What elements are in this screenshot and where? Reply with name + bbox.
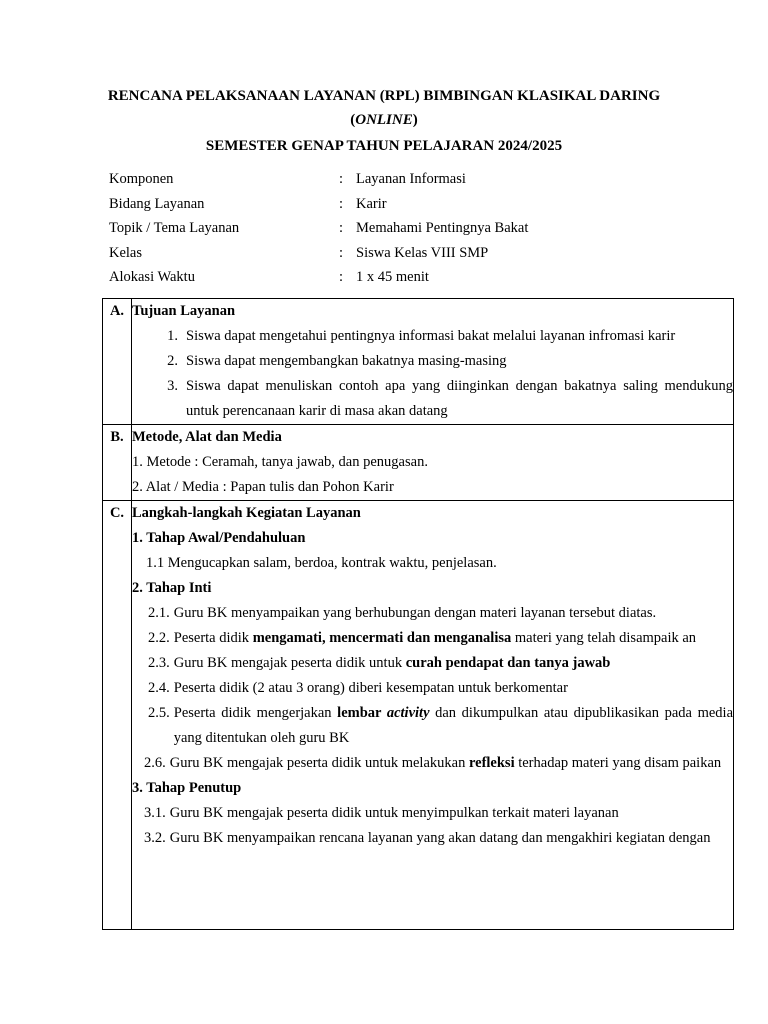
info-colon: : bbox=[339, 269, 344, 285]
tahap-awal-item: 1.1 Mengucapkan salam, berdoa, kontrak waktu, penjelasan. bbox=[146, 555, 497, 571]
section-heading: Tujuan Layanan bbox=[132, 303, 236, 319]
section-letter: A. bbox=[103, 299, 132, 425]
list-item bbox=[132, 324, 733, 349]
step-text bbox=[174, 701, 733, 751]
step-text: Guru BK mengajak peserta didik untuk menyimpulkan terkait materi layanan bbox=[169, 805, 619, 821]
step-number: 2.3. bbox=[148, 655, 170, 671]
info-value: Karir bbox=[356, 195, 387, 212]
step-number: 2.6. bbox=[144, 755, 166, 771]
info-row-kelas bbox=[109, 241, 729, 266]
info-row-topik bbox=[109, 216, 729, 241]
step-text: Guru BK menyampaikan rencana layanan yang akan datang dan mengakhiri kegiatan dengan bbox=[169, 830, 711, 846]
step-text bbox=[174, 651, 733, 676]
step-text-bold: lembar bbox=[337, 705, 387, 721]
info-value: Siswa Kelas VIII SMP bbox=[356, 244, 489, 261]
section-b-content bbox=[132, 425, 734, 501]
info-row-bidang bbox=[109, 192, 729, 217]
step-text bbox=[174, 626, 733, 651]
step-text-bold: refleksi bbox=[468, 755, 515, 771]
step-text-post: terhadap materi yang disam paikan bbox=[514, 755, 722, 771]
section-letter: B. bbox=[103, 425, 132, 501]
list-text: Siswa dapat menuliskan contoh apa yang diinginkan dengan bakatnya saling mendukung untuk perencanaan karir di masa akan datang bbox=[186, 378, 733, 419]
step-text bbox=[170, 751, 733, 776]
list-item bbox=[132, 374, 733, 424]
metode-line: 1. Metode : Ceramah, tanya jawab, dan penugasan. bbox=[132, 454, 428, 470]
info-block bbox=[109, 167, 729, 290]
step-item bbox=[132, 651, 733, 676]
list-text: Siswa dapat mengetahui pentingnya informasi bakat melalui layanan infromasi karir bbox=[186, 328, 676, 344]
step-item bbox=[132, 601, 733, 626]
rpl-table bbox=[102, 298, 734, 930]
list-number: 2. bbox=[167, 353, 178, 369]
info-label: Komponen bbox=[109, 171, 174, 187]
info-label: Alokasi Waktu bbox=[109, 269, 195, 285]
section-heading: Metode, Alat dan Media bbox=[132, 429, 282, 445]
step-text: Peserta didik (2 atau 3 orang) diberi kesempatan untuk berkomentar bbox=[173, 680, 568, 696]
section-a-row bbox=[103, 299, 734, 425]
step-text-pre: Peserta didik mengerjakan bbox=[173, 705, 338, 721]
info-label: Bidang Layanan bbox=[109, 195, 205, 212]
section-c-content bbox=[132, 501, 734, 930]
step-text-bold: curah pendapat dan tanya jawab bbox=[405, 655, 611, 671]
info-row-komponen bbox=[109, 167, 729, 192]
step-number: 3.2. bbox=[144, 830, 166, 846]
info-value: Memahami Pentingnya Bakat bbox=[356, 220, 529, 236]
list-item bbox=[132, 349, 733, 374]
info-value: 1 x 45 menit bbox=[356, 269, 429, 285]
section-letter: C. bbox=[103, 501, 132, 930]
step-text-pre: Peserta didik bbox=[173, 630, 253, 646]
step-number: 2.4. bbox=[148, 680, 170, 696]
step-item bbox=[132, 701, 733, 751]
step-number: 2.5. bbox=[148, 705, 170, 721]
section-a-content bbox=[132, 299, 734, 425]
step-text-pre: Guru BK mengajak peserta didik untuk bbox=[173, 655, 406, 671]
step-text: Guru BK menyampaikan yang berhubungan dengan materi layanan tersebut diatas. bbox=[173, 605, 657, 621]
step-number: 2.1. bbox=[148, 605, 170, 621]
step-item bbox=[132, 826, 733, 851]
section-heading: Langkah-langkah Kegiatan Layanan bbox=[132, 505, 361, 521]
media-line: 2. Alat / Media : Papan tulis dan Pohon Karir bbox=[132, 479, 394, 495]
online-text: ONLINE bbox=[355, 112, 413, 128]
step-item bbox=[132, 751, 733, 776]
step-item bbox=[132, 676, 733, 701]
step-text-pre: Guru BK mengajak peserta didik untuk melakukan bbox=[169, 755, 469, 771]
step-number: 2.2. bbox=[148, 630, 170, 646]
info-label: Topik / Tema Layanan bbox=[109, 220, 240, 236]
step-item bbox=[132, 626, 733, 651]
info-row-alokasi bbox=[109, 265, 729, 290]
info-colon: : bbox=[339, 220, 344, 236]
step-text-bold-italic: activity bbox=[386, 705, 430, 721]
step-text-bold: mengamati, mencermati dan menganalisa bbox=[252, 630, 512, 646]
section-c-row bbox=[103, 501, 734, 930]
step-item bbox=[132, 801, 733, 826]
paren-open: ( bbox=[350, 112, 356, 128]
info-colon: : bbox=[339, 195, 344, 212]
list-number: 3. bbox=[167, 378, 178, 394]
document-title-online bbox=[60, 108, 708, 133]
info-colon: : bbox=[339, 171, 344, 187]
info-colon: : bbox=[339, 244, 344, 261]
info-label: Kelas bbox=[109, 244, 143, 261]
list-number: 1. bbox=[167, 328, 178, 344]
tahap-penutup-heading: 3. Tahap Penutup bbox=[132, 780, 242, 796]
step-text-post: dan dikumpulkan atau dipublikasikan pada media yang ditentukan oleh guru BK bbox=[173, 705, 733, 746]
info-value: Layanan Informasi bbox=[356, 171, 466, 187]
document-title: RENCANA PELAKSANAAN LAYANAN (RPL) BIMBINGAN KLASIKAL DARING bbox=[107, 88, 661, 104]
list-text: Siswa dapat mengembangkan bakatnya masing-masing bbox=[186, 353, 507, 369]
paren-close: ) bbox=[412, 112, 418, 128]
tahap-awal-heading: 1. Tahap Awal/Pendahuluan bbox=[132, 530, 306, 546]
section-b-row bbox=[103, 425, 734, 501]
tahap-inti-heading: 2. Tahap Inti bbox=[132, 580, 212, 596]
document-subtitle: SEMESTER GENAP TAHUN PELAJARAN 2024/2025 bbox=[205, 138, 563, 154]
step-text-post: materi yang telah disampaik an bbox=[511, 630, 697, 646]
step-number: 3.1. bbox=[144, 805, 166, 821]
